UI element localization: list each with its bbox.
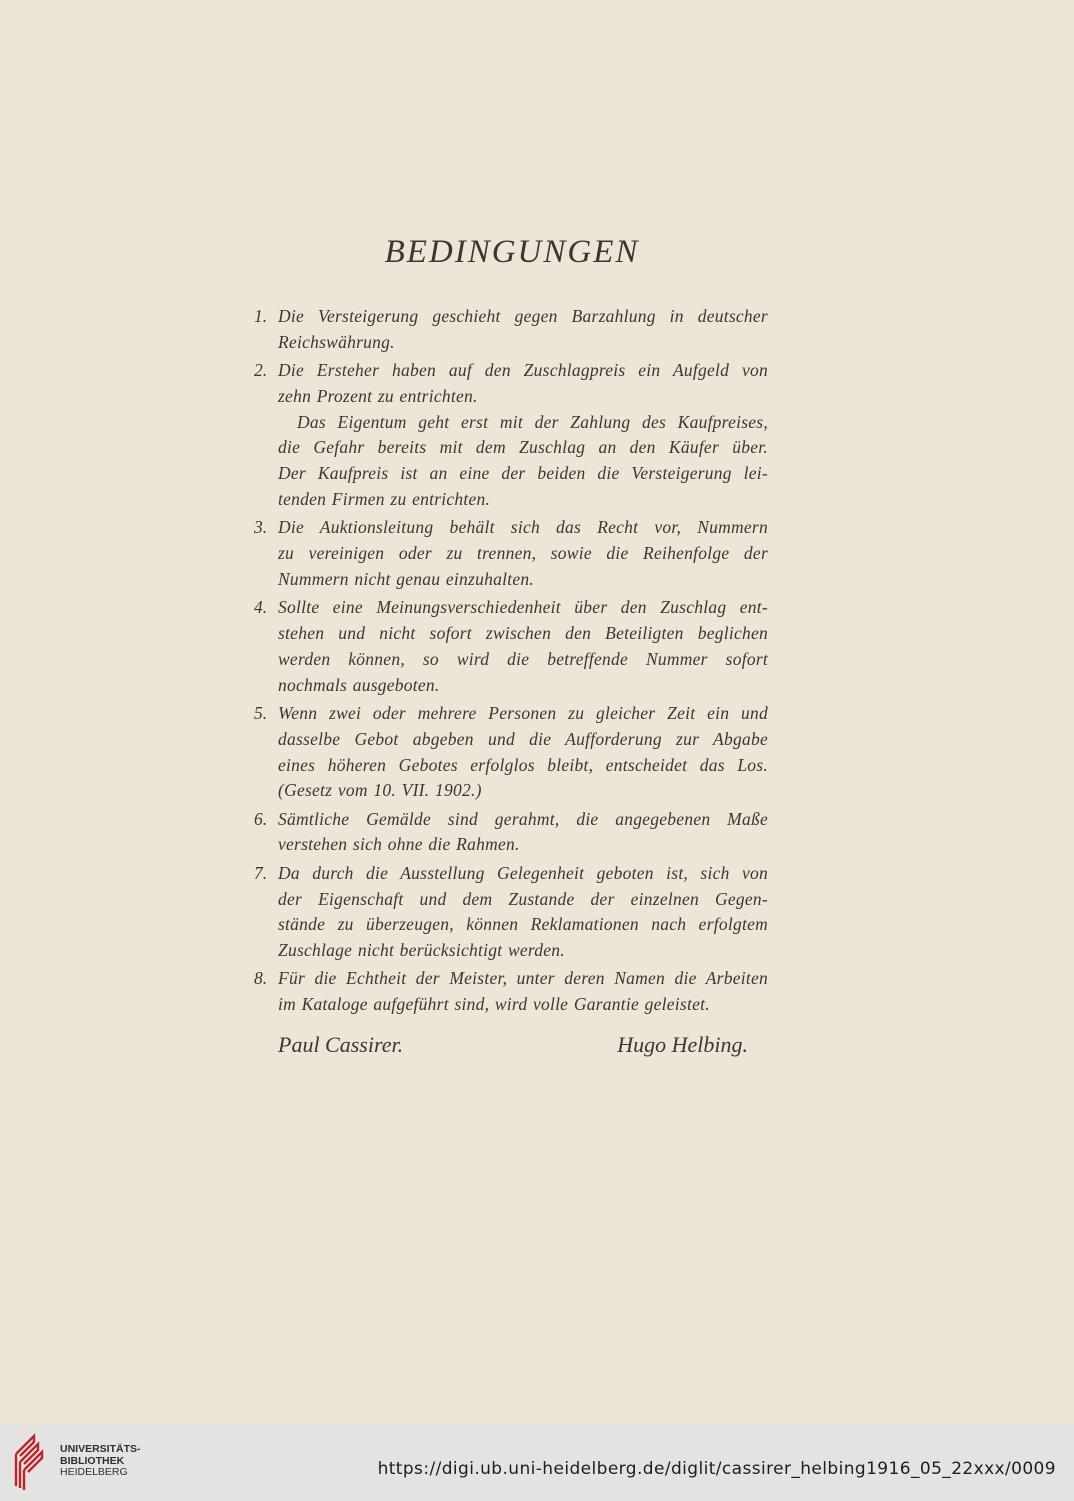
condition-text-line: Das Eigentum geht erst mit der Zahlung des Kaufpreises, (297, 411, 768, 432)
library-name-line3: HEIDELBERG (60, 1466, 128, 1478)
condition-text-line: Die Auktionsleitung behält sich das Recht vor, Nummern (278, 517, 768, 538)
condition-item (250, 966, 768, 1018)
condition-text-line: im Kataloge aufgeführt sind, wird volle Garantie geleistet. (278, 994, 710, 1015)
condition-text-line: Da durch die Ausstellung Gelegenheit geboten ist, sich von (278, 862, 768, 883)
condition-number: 6. (254, 808, 268, 829)
condition-text-line: werden können, so wird die betreffende Nummer sofort (278, 648, 768, 669)
condition-number: 1. (254, 306, 268, 326)
library-logo-icon[interactable] (12, 1432, 54, 1492)
condition-text-line: zehn Prozent zu entrichten. (278, 385, 478, 406)
condition-item (250, 515, 768, 592)
condition-text-line: Die Ersteher haben auf den Zuschlagpreis ein Aufgeld von (278, 360, 768, 381)
condition-text-line: stehen und nicht sofort zwischen den Beteiligten beglichen (278, 623, 768, 644)
condition-text-line: stände zu überzeugen, können Reklamationen nach erfolgtem (278, 914, 768, 935)
condition-text-line: tenden Firmen zu entrichten. (278, 489, 491, 510)
condition-text-line: Der Kaufpreis ist an eine der beiden die Versteigerung lei- (278, 463, 768, 484)
condition-text-line: (Gesetz vom 10. VII. 1902.) (278, 780, 482, 801)
condition-text-line: Sollte eine Meinungsverschiedenheit über den Zuschlag ent- (278, 597, 768, 618)
signature-hugo-helbing: Hugo Helbing. (617, 1032, 748, 1057)
condition-item (250, 861, 768, 964)
condition-text-line: Sämtliche Gemälde sind gerahmt, die angegebenen Maße (278, 808, 768, 829)
condition-text-line: verstehen sich ohne die Rahmen. (278, 834, 520, 855)
condition-text-line: die Gefahr bereits mit dem Zuschlag an den Käufer über. (278, 437, 768, 458)
permalink-url[interactable]: https://digi.ub.uni-heidelberg.de/diglit/cassirer_helbing1916_05_22xxx/0009 (377, 1459, 1056, 1479)
condition-number: 7. (254, 862, 268, 883)
condition-item (250, 807, 768, 859)
library-name (60, 1444, 141, 1479)
condition-text-line: Die Versteigerung geschieht gegen Barzahlung in deutscher (278, 306, 768, 326)
library-name-line1: UNIVERSITÄTS- (60, 1443, 141, 1455)
condition-text-line: Für die Echtheit der Meister, unter deren Namen die Arbeiten (278, 968, 768, 989)
library-name-line2: BIBLIOTHEK (60, 1454, 125, 1467)
condition-number: 5. (254, 702, 268, 723)
condition-text-line: nochmals ausgeboten. (278, 674, 440, 695)
signature-paul-cassirer: Paul Cassirer. (278, 1032, 404, 1057)
condition-text-line: Nummern nicht genau einzuhalten. (278, 568, 534, 589)
condition-number: 2. (254, 360, 268, 381)
condition-number: 8. (254, 968, 268, 989)
condition-item (250, 595, 768, 698)
page-title: BEDINGUNGEN (384, 234, 640, 270)
condition-item (250, 701, 768, 804)
condition-text-line: zu vereinigen oder zu trennen, sowie die Reihenfolge der (278, 543, 768, 564)
footer-bar (0, 1424, 1074, 1501)
condition-text-line: der Eigenschaft und dem Zustande der einzelnen Gegen- (278, 888, 768, 909)
conditions-list (250, 304, 768, 1021)
condition-number: 3. (254, 517, 268, 538)
condition-item (250, 304, 768, 356)
condition-item (250, 358, 768, 513)
condition-text-line: dasselbe Gebot abgeben und die Aufforderung zur Abgabe (278, 728, 768, 749)
condition-text-line: Zuschlage nicht berücksichtigt werden. (278, 940, 565, 961)
condition-text-line: eines höheren Gebotes erfolglos bleibt, entscheidet das Los. (278, 754, 768, 775)
condition-number: 4. (254, 597, 268, 618)
condition-text-line: Reichswährung. (278, 331, 395, 352)
condition-text-line: Wenn zwei oder mehrere Personen zu gleicher Zeit ein und (278, 702, 768, 723)
